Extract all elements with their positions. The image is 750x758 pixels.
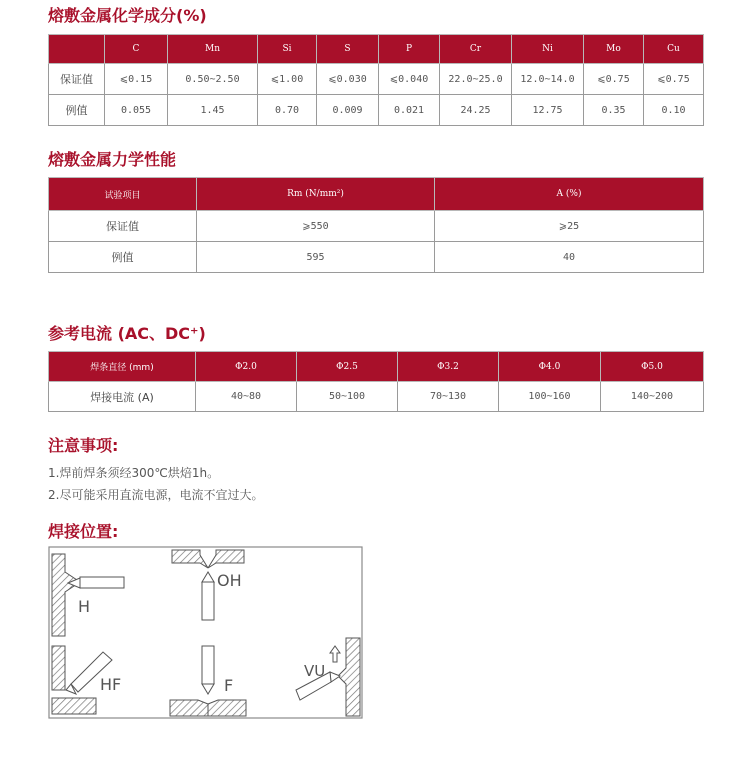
current-cell: 100~160	[499, 382, 601, 412]
plate-hf-vertical	[52, 646, 65, 690]
mechanical-cell: 595	[197, 242, 435, 273]
position-vu	[296, 638, 360, 716]
current-header-cell: Φ2.0	[196, 352, 297, 382]
position-oh	[172, 550, 244, 620]
composition-cell: ⩽0.75	[644, 64, 704, 95]
current-cell: 140~200	[601, 382, 704, 412]
composition-cell: 12.75	[512, 95, 584, 126]
mechanical-cell: ⩾550	[197, 211, 435, 242]
current-header-cell: Φ5.0	[601, 352, 704, 382]
composition-cell: 1.45	[168, 95, 258, 126]
plate-oh-left	[172, 550, 208, 568]
composition-cell: 0.50~2.50	[168, 64, 258, 95]
composition-cell: 12.0~14.0	[512, 64, 584, 95]
composition-cell: ⩽0.75	[584, 64, 644, 95]
positions-title: 焊接位置:	[48, 522, 119, 541]
label-vu: VU	[304, 662, 326, 680]
mechanical-table	[48, 177, 704, 273]
plate-f-right	[208, 700, 246, 716]
mechanical-header-cell: 试验项目	[49, 178, 197, 211]
composition-header-cell: Cr	[440, 35, 512, 64]
label-hf: HF	[100, 675, 122, 694]
mechanical-row-label: 保证值	[49, 211, 197, 242]
electrode-h	[80, 577, 124, 588]
composition-header-cell: P	[379, 35, 440, 64]
electrode-f	[202, 646, 214, 684]
composition-cell: ⩽0.030	[317, 64, 379, 95]
composition-row-label: 保证值	[49, 64, 105, 95]
current-row	[49, 382, 704, 412]
composition-cell: 0.70	[258, 95, 317, 126]
composition-row	[49, 95, 704, 126]
position-f	[170, 646, 246, 716]
composition-header-cell: C	[105, 35, 168, 64]
label-oh: OH	[217, 571, 242, 590]
composition-header-cell: Si	[258, 35, 317, 64]
composition-header-cell: Mn	[168, 35, 258, 64]
mechanical-cell: ⩾25	[435, 211, 704, 242]
plate-vu	[338, 638, 360, 716]
composition-header-cell	[49, 35, 105, 64]
position-hf	[52, 646, 121, 714]
composition-cell: 0.10	[644, 95, 704, 126]
composition-header-cell: Cu	[644, 35, 704, 64]
composition-cell: 22.0~25.0	[440, 64, 512, 95]
notes-list	[48, 462, 263, 506]
composition-table	[48, 34, 704, 126]
note-item: 2.尽可能采用直流电源，电流不宜过大。	[48, 488, 264, 502]
composition-cell: 0.35	[584, 95, 644, 126]
plate-f-left	[170, 700, 208, 716]
composition-header-cell: Ni	[512, 35, 584, 64]
composition-cell: 0.021	[379, 95, 440, 126]
plate-hf-horizontal	[52, 698, 96, 714]
composition-row	[49, 64, 704, 95]
mechanical-row	[49, 211, 704, 242]
composition-cell: 0.009	[317, 95, 379, 126]
composition-cell: ⩽0.15	[105, 64, 168, 95]
mechanical-header-row	[49, 178, 704, 211]
plate-h	[52, 554, 80, 636]
mechanical-title: 熔敷金属力学性能	[48, 150, 177, 169]
current-title: 参考电流 (AC、DC⁺)	[48, 324, 206, 343]
composition-header-cell: S	[317, 35, 379, 64]
composition-cell: ⩽0.040	[379, 64, 440, 95]
current-cell: 50~100	[297, 382, 398, 412]
mechanical-cell: 40	[435, 242, 704, 273]
label-h: H	[78, 597, 91, 616]
mechanical-header-cell: A (%)	[435, 178, 704, 211]
label-f: F	[224, 676, 234, 695]
current-cell: 40~80	[196, 382, 297, 412]
electrode-tip-oh	[202, 572, 214, 582]
notes-title: 注意事项:	[48, 436, 119, 455]
composition-title: 熔敷金属化学成分(%)	[48, 6, 207, 25]
mechanical-row-label: 例值	[49, 242, 197, 273]
mechanical-row	[49, 242, 704, 273]
current-header-cell: Φ4.0	[499, 352, 601, 382]
composition-cell: ⩽1.00	[258, 64, 317, 95]
current-header-cell: Φ2.5	[297, 352, 398, 382]
current-header-cell: 焊条直径 (mm)	[49, 352, 196, 382]
welding-position-diagram	[48, 546, 364, 720]
note-item: 1.焊前焊条须经300℃烘焙1h。	[48, 466, 220, 480]
composition-cell: 24.25	[440, 95, 512, 126]
composition-header-cell: Mo	[584, 35, 644, 64]
current-cell: 70~130	[398, 382, 499, 412]
mechanical-header-cell: Rm (N/mm²)	[197, 178, 435, 211]
current-header-row	[49, 352, 704, 382]
composition-header-row	[49, 35, 704, 64]
composition-row-label: 例值	[49, 95, 105, 126]
current-table	[48, 351, 704, 412]
electrode-oh	[202, 582, 214, 620]
up-arrow-icon	[330, 646, 340, 662]
diagram-frame	[49, 547, 362, 718]
composition-cell: 0.055	[105, 95, 168, 126]
current-header-cell: Φ3.2	[398, 352, 499, 382]
electrode-tip-f	[202, 684, 214, 694]
current-row-label: 焊接电流 (A)	[49, 382, 196, 412]
position-h	[52, 554, 124, 636]
plate-oh-right	[208, 550, 244, 568]
electrode-tip-vu	[330, 672, 340, 682]
